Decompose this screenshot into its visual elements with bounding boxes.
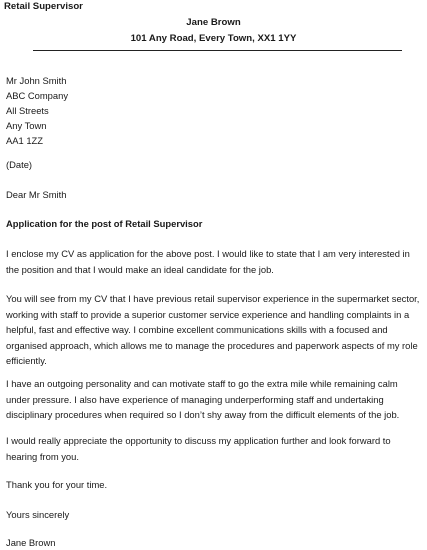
paragraph-line: I have an outgoing personality and can motivate staff to go the extra mile while remaining calm (6, 378, 398, 389)
thanks-line (6, 477, 418, 492)
closing-line (6, 507, 418, 522)
signature-line (6, 535, 418, 550)
sender-address: 101 Any Road, Every Town, XX1 1YY (130, 33, 297, 44)
body-paragraph (6, 291, 420, 369)
paragraph-line: hearing from you. (6, 450, 79, 462)
header-divider (33, 50, 402, 51)
recipient-line: Mr John Smith (6, 75, 67, 86)
recipient-address (6, 73, 418, 148)
paragraph-line: efficiently. (6, 355, 47, 367)
recipient-line: All Streets (6, 105, 49, 116)
paragraph-line: organised approach, which allows me to manage the procedures and paperwork aspects of my role (6, 339, 418, 351)
date-text: (Date) (6, 159, 33, 170)
salutation (6, 187, 418, 202)
paragraph-line: helpful, fast and effective way. I combine excellent communications skills with a focused and (6, 324, 388, 336)
paragraph-line: You will see from my CV that I have previous retail supervisor experience in the supermarket sector, (6, 293, 420, 304)
recipient-line: AA1 1ZZ (6, 135, 43, 146)
recipient-line: ABC Company (6, 90, 69, 101)
salutation-text: Dear Mr Smith (6, 189, 67, 200)
sender-name: Jane Brown (186, 17, 241, 28)
closing-text: Yours sincerely (6, 509, 70, 520)
subject-text: Application for the post of Retail Supervisor (6, 218, 203, 229)
letter-subject (6, 216, 418, 231)
body-paragraph (6, 246, 420, 277)
paragraph-line: the position and that I would make an ideal candidate for the job. (6, 263, 274, 275)
paragraph-line: I would really appreciate the opportunity to discuss my application further and look forward to (6, 435, 391, 446)
letter-date (6, 157, 418, 172)
paragraph-line: working with staff to provide a superior customer service experience and handling complaints in a (6, 308, 410, 320)
document-title: Retail Supervisor (4, 1, 83, 12)
signature-name: Jane Brown (6, 537, 56, 548)
paragraph-line: under pressure. I also have experience of managing underperforming staff and undertaking (6, 393, 384, 405)
paragraph-line: I enclose my CV as application for the above post. I would like to state that I am very interested in (6, 248, 410, 259)
paragraph-line: disciplinary procedures when required so I don’t shy away from the difficult elements of the job. (6, 409, 400, 421)
recipient-line: Any Town (6, 120, 47, 131)
body-paragraph (6, 433, 420, 464)
thanks-text: Thank you for your time. (6, 479, 108, 490)
body-paragraph (6, 376, 420, 423)
